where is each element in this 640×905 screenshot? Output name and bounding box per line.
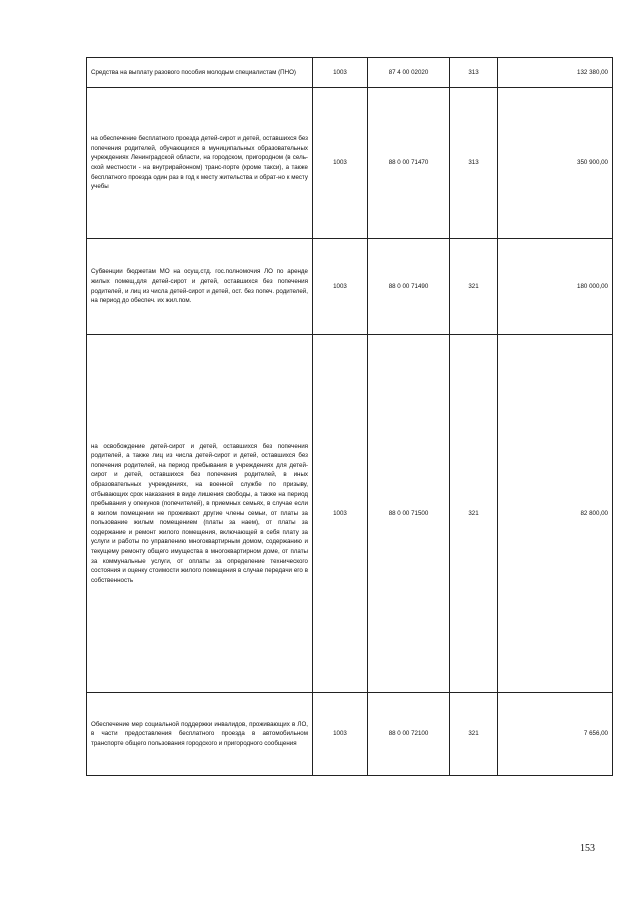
row-target-article: 88 0 00 71470	[368, 88, 450, 239]
row-amount: 82 800,00	[498, 335, 613, 693]
budget-table	[86, 57, 613, 776]
row-amount: 180 000,00	[498, 239, 613, 335]
table-row	[87, 335, 613, 693]
row-target-article: 88 0 00 71500	[368, 335, 450, 693]
row-description: на обеспечение бесплатного проезда детей-сирот и детей, оставшихся без попечения родителей, обучающихся в муниципальных образовательных учреждениях Ленинградской области, на городском, пригородном (в сель-ской местности - на внутрирайонном) транс-порте (кроме такси), а также бесплатного проезда один раз в год к месту жительства и обрат-но к месту учебы	[87, 88, 313, 239]
row-amount: 350 900,00	[498, 88, 613, 239]
row-expense-type: 313	[450, 58, 498, 88]
row-expense-type: 321	[450, 239, 498, 335]
row-section-code: 1003	[313, 693, 368, 776]
row-amount: 132 380,00	[498, 58, 613, 88]
row-expense-type: 321	[450, 693, 498, 776]
row-target-article: 88 0 00 72100	[368, 693, 450, 776]
row-section-code: 1003	[313, 58, 368, 88]
row-section-code: 1003	[313, 239, 368, 335]
row-description: Обеспечение мер социальной поддержки инвалидов, проживающих в ЛО, в части предоставления бесплатного проезда в автомобильном транспорте общего пользования городского и пригородного сообщения	[87, 693, 313, 776]
row-description: Средства на выплату разового пособия молодым специалистам (ПНО)	[87, 58, 313, 88]
row-expense-type: 313	[450, 88, 498, 239]
row-section-code: 1003	[313, 88, 368, 239]
row-amount: 7 656,00	[498, 693, 613, 776]
row-target-article: 87 4 00 02020	[368, 58, 450, 88]
page-number: 153	[580, 843, 595, 854]
row-target-article: 88 0 00 71490	[368, 239, 450, 335]
row-expense-type: 321	[450, 335, 498, 693]
table-row	[87, 239, 613, 335]
table-row	[87, 58, 613, 88]
table-row	[87, 88, 613, 239]
row-description: Субвенции бюджетам МО на осущ.стд. гос.полномочия ЛО по аренде жилых помещ.для детей-сирот и детей, оставшихся без попечения родителей, и лиц из числа детей-сирот и детей, ост. без попеч. родителей, на период до обеспеч. их жил.пом.	[87, 239, 313, 335]
row-section-code: 1003	[313, 335, 368, 693]
row-description: на освобождение детей-сирот и детей, оставшихся без попечения родителей, а также лиц из числа детей-сирот и детей, оставшихся без попечения родителей, на период пребывания в учреждениях для детей-сирот и детей, оставшихся без попечения родителей, в иных образовательных учреждениях, на военной службе по призыву, отбывающих срок наказания в виде лишения свободы, а также на период пребывания у опекунов (попечителей), в приемных семьях, в случае если в жилом помещении не проживают другие члены семьи, от платы за пользование жилым помещением (платы за наем), от платы за содержание и ремонт жилого помещения, включающей в себя плату за услуги и работы по управлению многоквартирным домом, содержанию и текущему ремонту общего имущества в многоквартирном доме, от платы за коммунальные услуги, от оплаты за определение технического состояния и оценку стоимости жилого помещения в случае передачи его в собственность	[87, 335, 313, 693]
table-row	[87, 693, 613, 776]
